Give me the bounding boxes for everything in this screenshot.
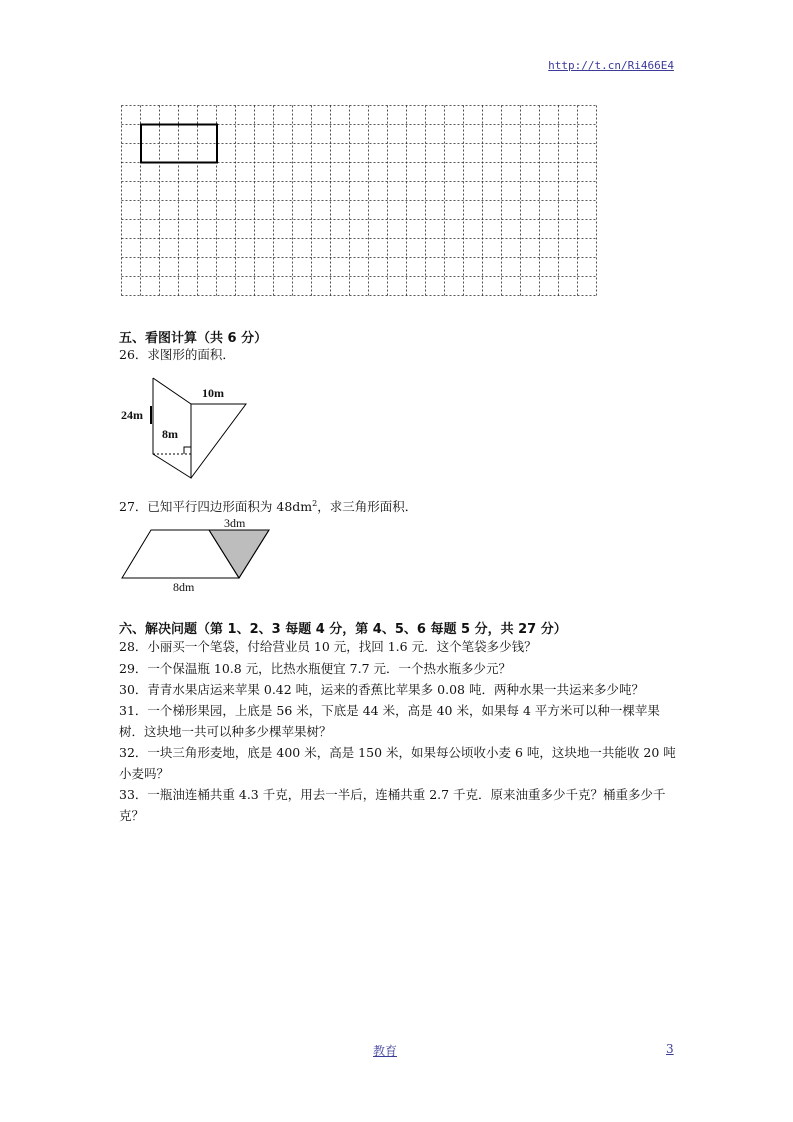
q27-label-3dm: 3dm xyxy=(224,516,246,530)
section6-title: 六、解决问题（第 1、2、3 每题 4 分，第 4、5、6 每题 5 分，共 27 分） xyxy=(119,622,567,637)
q29-text: 29．一个保温瓶 10.8 元，比热水瓶便宜 7.7 元．一个热水瓶多少元？ xyxy=(119,661,512,676)
q27-text-after: ，求三角形面积． xyxy=(317,499,418,515)
q28-text: 28．小丽买一个笔袋，付给营业员 10 元，找回 1.6 元．这个笔袋多少钱？ xyxy=(119,639,537,654)
q31-text: 31．一个梯形果园，上底是 56 米，下底是 44 米，高是 40 米，如果每 4 平方米可以种一棵苹果树．这块地一共可以种多少棵苹果树？ xyxy=(119,703,660,739)
header-url-link[interactable]: http://t.cn/Ri466E4 xyxy=(548,59,674,72)
q32-text: 32．一块三角形麦地，底是 400 米，高是 150 米，如果每公顷收小麦 6 吨，这块地一共能收 20 吨小麦吗？ xyxy=(119,745,676,781)
q30-text: 30．青青水果店运来苹果 0.42 吨，运来的香蕉比苹果多 0.08 吨．两种水果一共运来多少吨？ xyxy=(119,682,644,697)
q33-text: 33．一瓶油连桶共重 4.3 千克，用去一半后，连桶共重 2.7 千克．原来油重多少千克？桶重多少千克？ xyxy=(119,787,666,823)
q27-figure xyxy=(119,528,274,584)
q26-label-10m: 10m xyxy=(202,386,224,400)
q26-text: 26．求图形的面积． xyxy=(119,347,235,362)
q27-label-8dm: 8dm xyxy=(173,580,195,594)
dotted-grid-figure xyxy=(121,105,597,298)
q26-figure xyxy=(119,372,259,484)
footer-center-link[interactable]: 教育 xyxy=(373,1044,398,1058)
q27-text-before: 27．已知平行四边形面积为 48dm xyxy=(119,499,313,515)
q26-label-24m: 24m xyxy=(121,408,143,422)
q27-text xyxy=(119,493,417,517)
section5-title: 五、看图计算（共 6 分） xyxy=(119,331,268,346)
q26-label-8m: 8m xyxy=(162,427,178,441)
footer-page-number[interactable]: 3 xyxy=(666,1042,674,1056)
q27-sup: 2 xyxy=(312,499,318,508)
